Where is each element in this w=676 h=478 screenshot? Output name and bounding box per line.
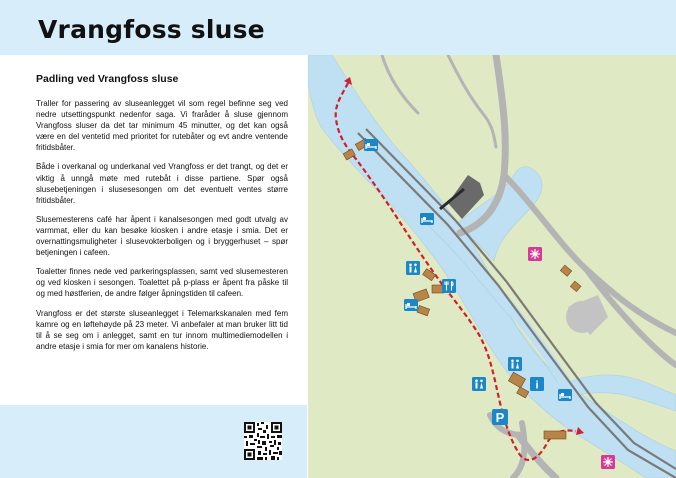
info-icon bbox=[530, 377, 544, 392]
restaurant-icon bbox=[442, 279, 456, 293]
parking-label: P bbox=[495, 410, 505, 425]
paragraph: Vrangfoss er det største sluseanlegget i Telemarkskanalen med fem kamre og en løftehøyde på 23 meter. Vi anbefaler at man bruker litt tid til å se seg om i anlegget, samt en tur innom multimediemodellen i andre etasje i smia for mer om kanalens historie. bbox=[36, 308, 288, 351]
attraction-icon bbox=[528, 247, 542, 261]
paragraph: Traller for passering av sluseanlegget vil som regel befinne seg ved nedre utsettingspunkt nedenfor saga. Vi fraråder å sluse gjennom Vrangfoss sluser da det tar minimum 45 minutter, og det kan også være en del ventetid med prioritet for rutebåter og evt andre ventende fritidsbåter. bbox=[36, 99, 288, 153]
bed-icon bbox=[364, 139, 378, 151]
bed-icon bbox=[404, 299, 418, 311]
map[interactable] bbox=[308, 55, 676, 478]
info-label: i bbox=[535, 379, 539, 392]
toilet-icon bbox=[472, 377, 486, 391]
qr-code-icon[interactable] bbox=[244, 422, 282, 460]
bed-icon bbox=[558, 389, 572, 401]
paragraph: Både i overkanal og underkanal ved Vrangfoss er det trangt, og det er viktig å unngå møte med rutebåt i disse partiene. Spør også slusebetjeningen i slusesesongen om det eventuelt ventes større fritidsbåter. bbox=[36, 162, 288, 205]
paragraph: Slusemesterens café har åpent i kanalsesongen med godt utvalg av varmmat, eller du kan besøke kiosken i andre etasje i smia. Det er overnattingsmuligheter i slusevokterboligen og i bryggerhuset – spør betjeningen i cafeen. bbox=[36, 214, 288, 258]
attraction-icon bbox=[601, 455, 615, 469]
toilet-icon bbox=[508, 357, 522, 371]
section-subtitle: Padling ved Vrangfoss sluse bbox=[36, 73, 179, 85]
toilet-icon bbox=[406, 261, 420, 275]
paragraph: Toaletter finnes nede ved parkeringsplassen, samt ved slusemesteren og ved kiosken i sesongen. Toalettet på p-plass er åpent fra påske til og med høstferien, de andre følger åpningstiden til cafeen. bbox=[36, 267, 288, 299]
building bbox=[544, 431, 566, 439]
body-text bbox=[36, 98, 288, 360]
bed-icon bbox=[420, 213, 434, 225]
page-title: Vrangfoss sluse bbox=[38, 15, 265, 44]
parking-icon bbox=[492, 409, 508, 425]
